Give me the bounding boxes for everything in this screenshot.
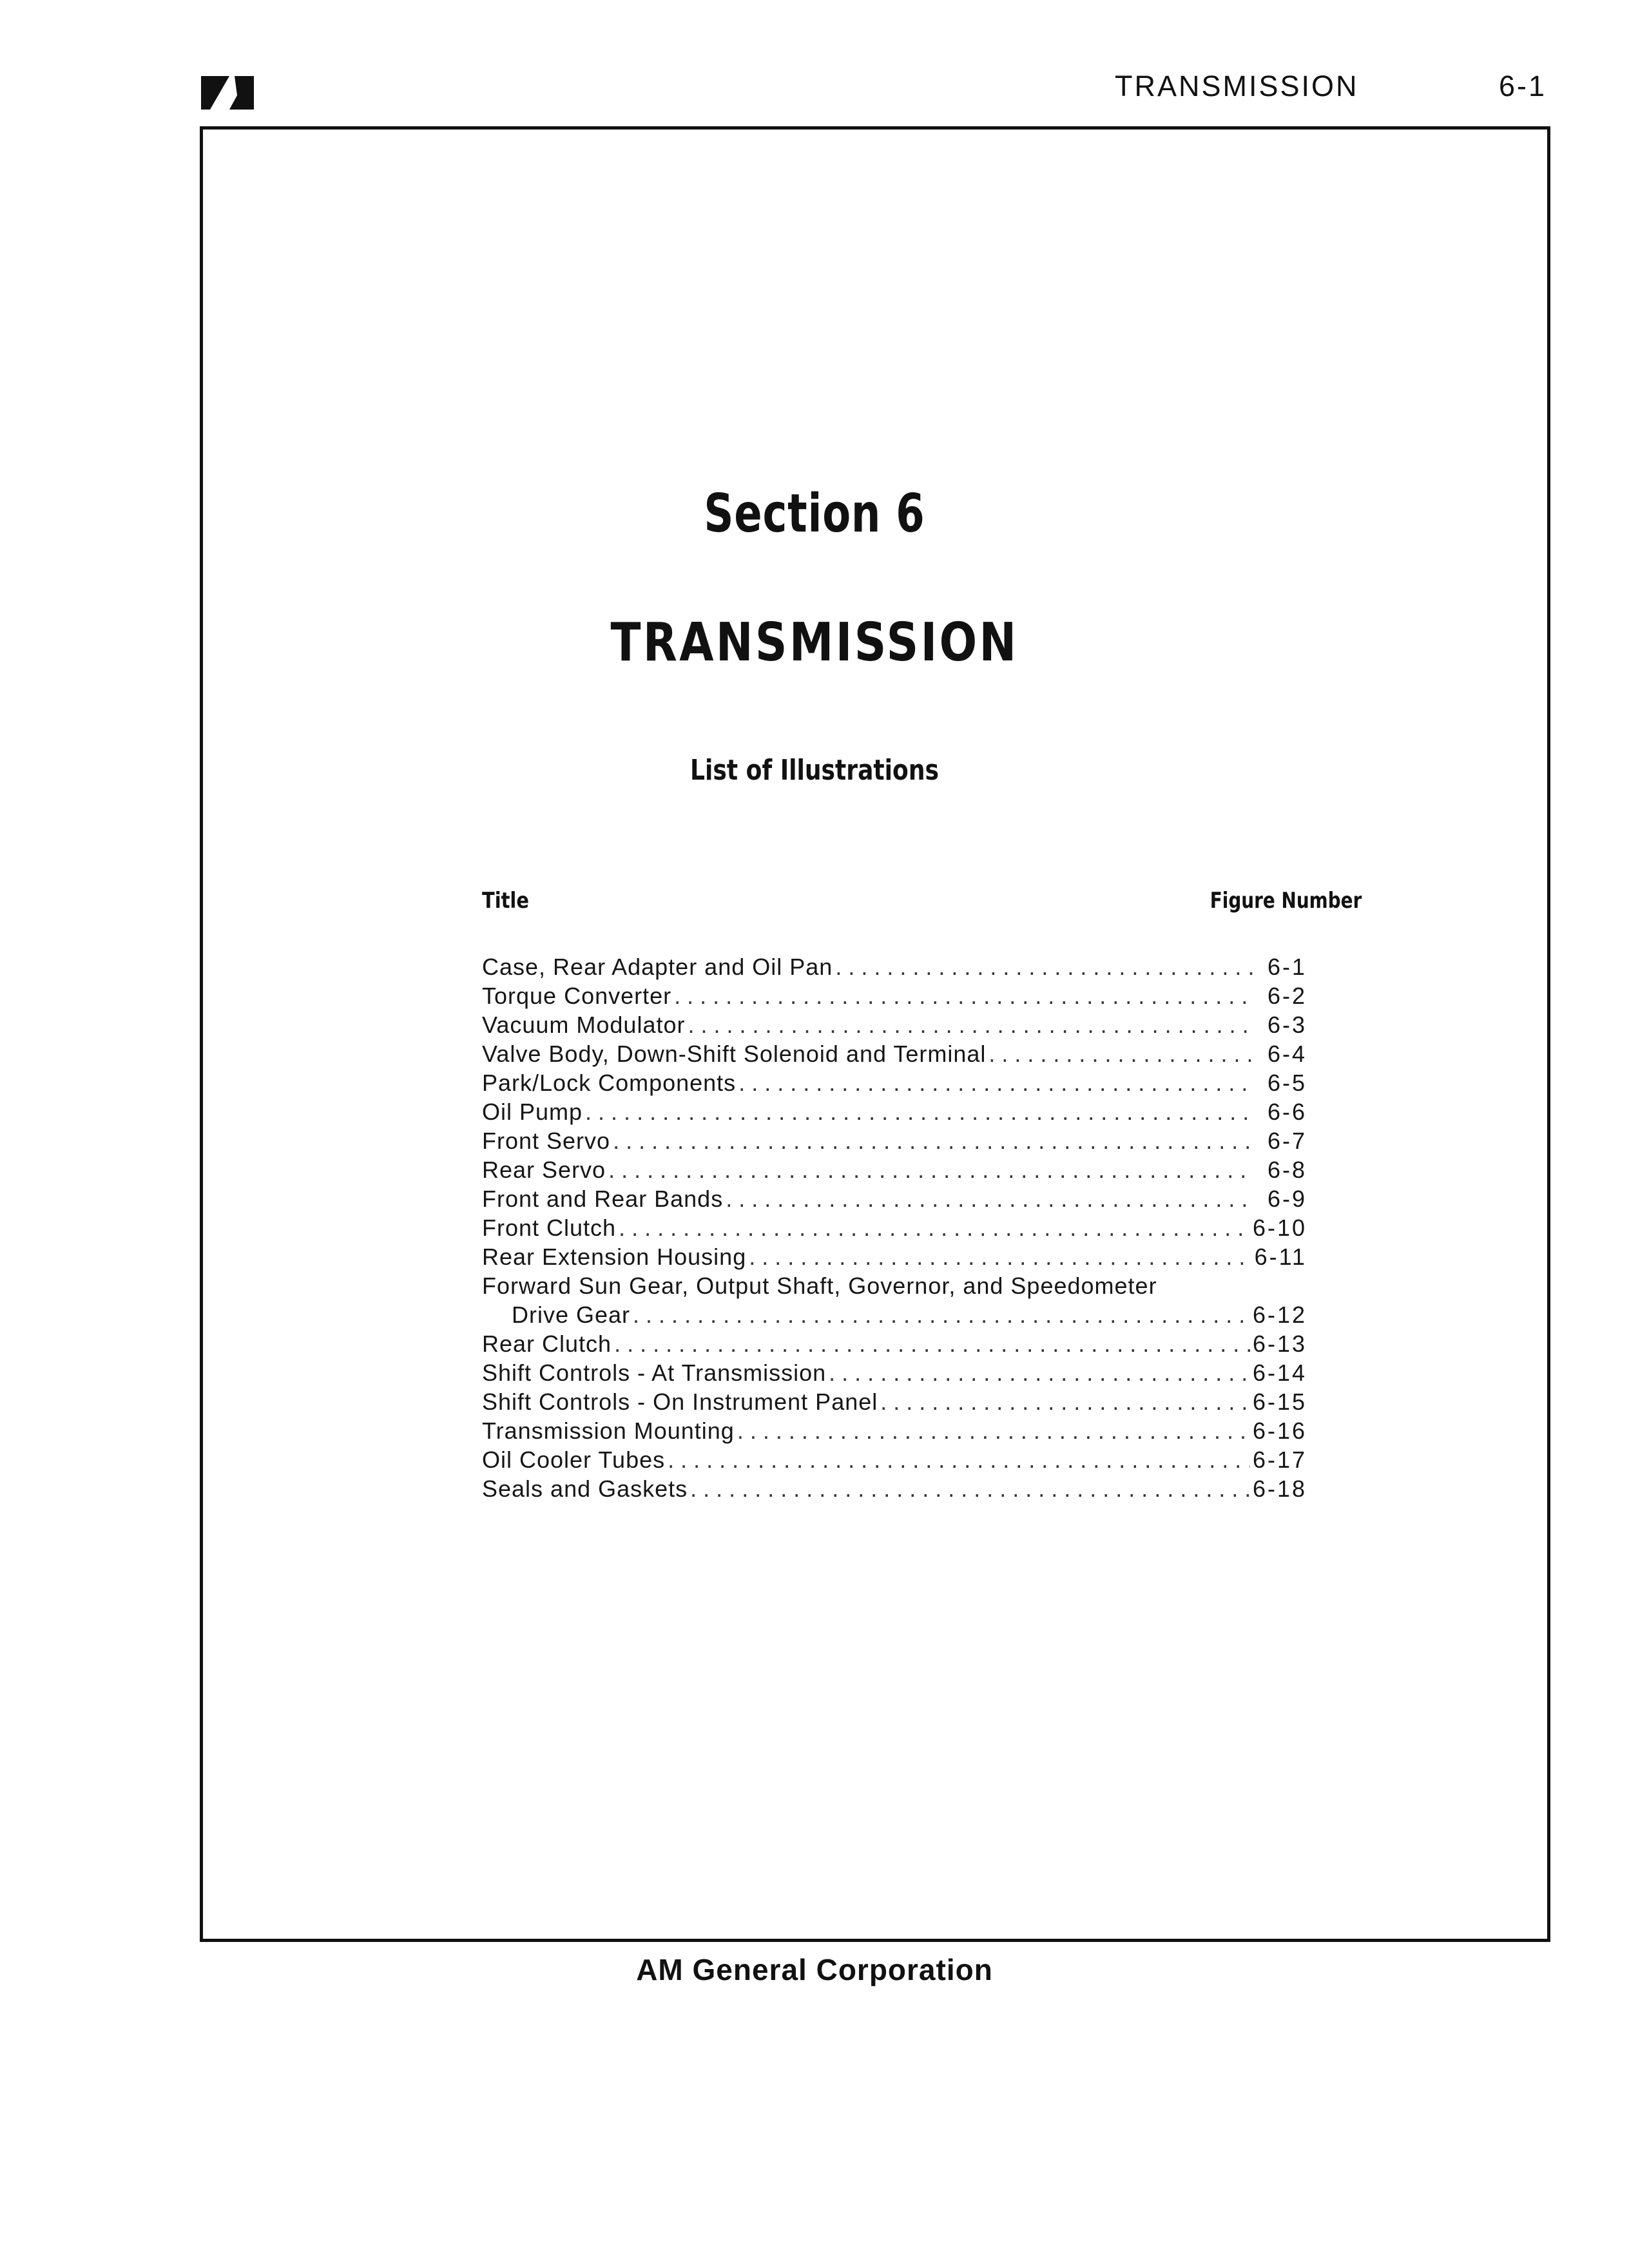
list-item: [482, 1271, 1307, 1300]
dot-leader: [880, 1387, 1250, 1416]
entry-title: Seals and Gaskets: [482, 1475, 688, 1502]
entry-title: Case, Rear Adapter and Oil Pan: [482, 954, 833, 980]
entry-figure-number: 6-5: [1267, 1070, 1307, 1096]
entry-figure-number: 6-9: [1267, 1186, 1307, 1212]
entry-figure-number: 6-17: [1252, 1446, 1307, 1473]
page-number: 6-1: [1498, 70, 1547, 102]
list-item: [482, 1184, 1307, 1213]
entry-figure-number: 6-14: [1252, 1360, 1307, 1386]
entry-figure-number: 6-15: [1252, 1389, 1307, 1415]
dot-leader: [688, 1010, 1253, 1039]
list-item: [482, 1416, 1307, 1445]
entry-title: Valve Body, Down-Shift Solenoid and Terminal: [482, 1041, 987, 1067]
list-item: [482, 1126, 1307, 1155]
list-item: [482, 1010, 1307, 1039]
running-head: [1095, 70, 1547, 108]
dot-leader: [690, 1474, 1250, 1503]
list-item: [482, 1474, 1307, 1503]
entry-figure-number: 6-18: [1252, 1475, 1307, 1502]
dot-leader: [749, 1242, 1251, 1271]
entry-title: Oil Cooler Tubes: [482, 1446, 666, 1473]
dot-leader: [668, 1445, 1250, 1474]
dot-leader: [835, 952, 1253, 981]
entry-title: Front Clutch: [482, 1215, 617, 1241]
dot-leader: [613, 1126, 1253, 1155]
entry-figure-number: 6-8: [1267, 1157, 1307, 1183]
list-item: [482, 1445, 1307, 1474]
list-item: [482, 1213, 1307, 1242]
dot-leader: [829, 1358, 1250, 1387]
am-general-logo: [201, 76, 254, 110]
dot-leader: [614, 1329, 1250, 1358]
list-item: [482, 1242, 1307, 1271]
entry-title: Front Servo: [482, 1128, 611, 1154]
list-item: [482, 952, 1307, 981]
dot-leader: [726, 1184, 1253, 1213]
entry-title: Shift Controls - On Instrument Panel: [482, 1389, 878, 1415]
entry-figure-number: 6-13: [1252, 1331, 1307, 1357]
entry-figure-number: 6-6: [1267, 1099, 1307, 1125]
dot-leader: [988, 1039, 1253, 1068]
entry-title: Vacuum Modulator: [482, 1012, 686, 1038]
dot-leader: [619, 1213, 1250, 1242]
figure-number-column-heading: Figure Number: [1210, 888, 1362, 914]
entry-figure-number: 6-7: [1267, 1128, 1307, 1154]
entry-title: Rear Servo: [482, 1157, 606, 1183]
list-item: [482, 1387, 1307, 1416]
entry-title: Oil Pump: [482, 1099, 583, 1125]
entry-figure-number: 6-1: [1267, 954, 1307, 980]
publisher-footer: AM General Corporation: [636, 1953, 993, 1986]
list-item: [482, 1097, 1307, 1126]
list-item: [482, 1068, 1307, 1097]
running-head-title: TRANSMISSION: [1115, 70, 1359, 102]
title-column-heading: Title: [482, 888, 529, 914]
section-title: TRANSMISSION: [610, 612, 1019, 673]
entry-figure-number: 6-3: [1267, 1012, 1307, 1038]
list-item: [482, 1300, 1307, 1329]
entry-title: Rear Extension Housing: [482, 1244, 747, 1270]
dot-leader: [608, 1155, 1253, 1184]
section-label: Section 6: [704, 483, 925, 544]
dot-leader: [633, 1300, 1250, 1329]
entry-figure-number: 6-2: [1267, 983, 1307, 1009]
entry-figure-number: 6-10: [1252, 1215, 1307, 1241]
entry-title: Front and Rear Bands: [482, 1186, 724, 1212]
entry-figure-number: 6-11: [1254, 1244, 1307, 1270]
entry-title: Rear Clutch: [482, 1331, 612, 1357]
dot-leader: [737, 1416, 1250, 1445]
list-item: [482, 1358, 1307, 1387]
entry-figure-number: 6-12: [1252, 1302, 1307, 1328]
list-item: [482, 981, 1307, 1010]
illustrations-list: [482, 952, 1307, 1503]
dot-leader: [674, 981, 1253, 1010]
entry-title: Forward Sun Gear, Output Shaft, Governor, and Speedometer: [482, 1273, 1157, 1299]
dot-leader: [585, 1097, 1253, 1126]
entry-title: Park/Lock Components: [482, 1070, 737, 1096]
list-of-illustrations-heading: List of Illustrations: [690, 754, 939, 787]
entry-figure-number: 6-4: [1267, 1041, 1307, 1067]
entry-title: Drive Gear: [512, 1302, 631, 1328]
list-item: [482, 1039, 1307, 1068]
list-item: [482, 1155, 1307, 1184]
am-general-logo-icon: [201, 76, 254, 110]
entry-figure-number: 6-16: [1252, 1418, 1307, 1444]
entry-title: Torque Converter: [482, 983, 672, 1009]
entry-title: Transmission Mounting: [482, 1418, 735, 1444]
list-item: [482, 1329, 1307, 1358]
dot-leader: [738, 1068, 1253, 1097]
entry-title: Shift Controls - At Transmission: [482, 1360, 827, 1386]
